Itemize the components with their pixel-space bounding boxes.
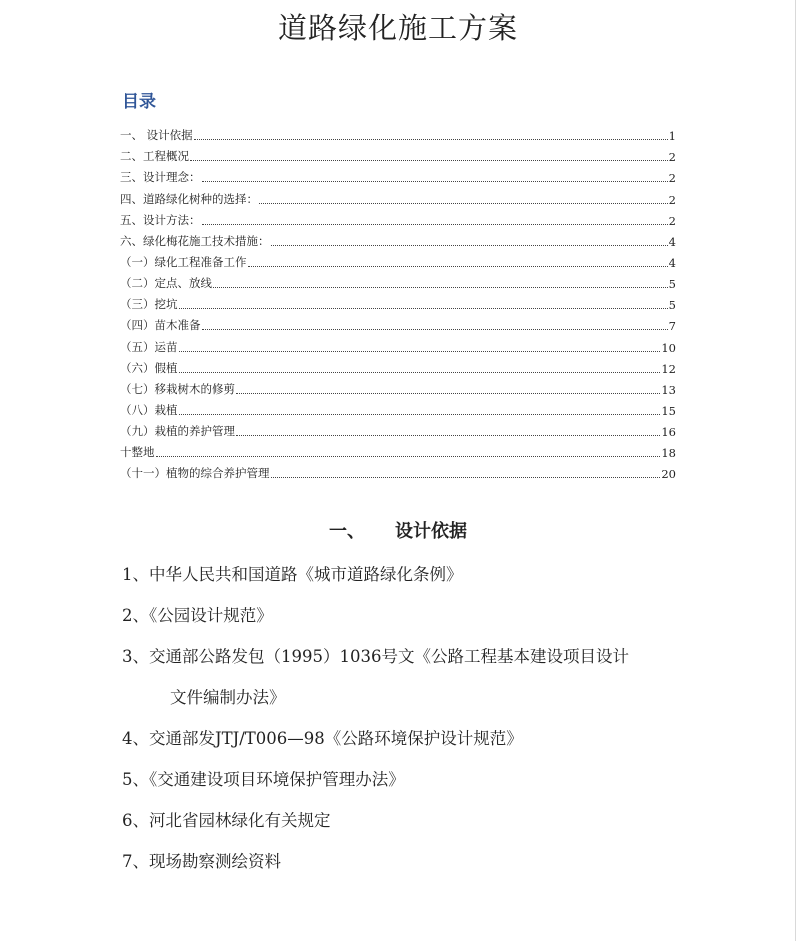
toc-page-number: 12 — [661, 361, 676, 376]
basis-item-text: 7、现场勘察测绘资料 — [122, 852, 281, 871]
document-title: 道路绿化施工方案 — [277, 11, 518, 45]
toc-dot-leader — [213, 287, 668, 288]
toc-dot-leader — [179, 351, 661, 352]
toc-dot-leader — [271, 477, 661, 478]
toc-dot-leader — [194, 139, 668, 140]
toc-dot-leader — [156, 456, 661, 457]
toc-entry-label: （九）栽植的养护管理 — [120, 424, 235, 439]
basis-item-text: 4、交通部发JTJ/T006—98《公路环境保护设计规范》 — [122, 729, 523, 748]
toc-entry-label: （七）移栽树木的修剪 — [120, 381, 235, 396]
basis-item-text: 6、河北省园林绿化有关规定 — [122, 811, 331, 830]
toc-entry[interactable] — [120, 312, 676, 333]
toc-page-number: 7 — [668, 319, 676, 334]
basis-item-text: 3、交通部公路发包（1995）1036号文《公路工程基本建设项目设计 — [122, 647, 629, 666]
toc-entry[interactable] — [120, 143, 676, 164]
toc-entry-label: 六、绿化梅花施工技术措施： — [120, 233, 270, 248]
basis-item-text: 5、《交通建设项目环境保护管理办法》 — [122, 770, 405, 789]
toc-page-number: 15 — [661, 403, 676, 418]
basis-item — [122, 563, 682, 587]
toc-entry[interactable] — [120, 460, 676, 481]
basis-item-text: 1、中华人民共和国道路《城市道路绿化条例》 — [122, 565, 463, 584]
toc-dot-leader — [271, 245, 668, 246]
toc-page-number: 2 — [668, 192, 676, 207]
toc-entry[interactable] — [120, 291, 676, 312]
basis-item — [122, 809, 682, 833]
toc-entry-label: 十整地 — [120, 445, 155, 460]
toc-entry[interactable] — [120, 439, 676, 460]
toc-entry-label: 一、 设计依据 — [120, 128, 193, 143]
toc-entry[interactable] — [120, 270, 676, 291]
toc-entry[interactable] — [120, 333, 676, 354]
toc-dot-leader — [236, 435, 660, 436]
basis-item — [122, 645, 682, 710]
toc-dot-leader — [202, 181, 668, 182]
table-of-contents — [120, 122, 676, 481]
toc-entry[interactable] — [120, 355, 676, 376]
toc-entry-label: （八）栽植 — [120, 402, 178, 417]
toc-entry-label: 二、工程概况 — [120, 149, 189, 164]
toc-entry-label: （六）假植 — [120, 360, 178, 375]
basis-item-text: 2、《公园设计规范》 — [122, 606, 273, 625]
toc-entry[interactable] — [120, 418, 676, 439]
toc-dot-leader — [179, 308, 668, 309]
toc-entry[interactable] — [120, 185, 676, 206]
toc-entry-label: （三）挖坑 — [120, 297, 178, 312]
toc-entry-label: （十一）植物的综合养护管理 — [120, 466, 270, 481]
toc-page-number: 5 — [668, 277, 676, 292]
toc-entry[interactable] — [120, 376, 676, 397]
toc-entry[interactable] — [120, 249, 676, 270]
toc-dot-leader — [202, 329, 668, 330]
toc-dot-leader — [236, 393, 660, 394]
section-title: 设计依据 — [395, 521, 467, 542]
toc-entry[interactable] — [120, 228, 676, 249]
toc-dot-leader — [190, 160, 668, 161]
toc-page-number: 2 — [668, 150, 676, 165]
toc-entry-label: （五）运苗 — [120, 339, 178, 354]
toc-dot-leader — [259, 203, 668, 204]
toc-page-number: 4 — [668, 255, 676, 270]
toc-entry-label: （四）苗木准备 — [120, 318, 201, 333]
section-heading — [0, 517, 796, 543]
toc-page-number: 10 — [661, 340, 676, 355]
toc-dot-leader — [248, 266, 668, 267]
toc-entry[interactable] — [120, 122, 676, 143]
basis-item — [122, 604, 682, 628]
toc-page-number: 13 — [661, 382, 676, 397]
toc-entry[interactable] — [120, 207, 676, 228]
section-number: 一、 — [329, 521, 365, 542]
toc-entry-label: （一）绿化工程准备工作 — [120, 254, 247, 269]
basis-item-continuation: 文件编制办法》 — [170, 688, 286, 707]
toc-page-number: 16 — [661, 425, 676, 440]
design-basis-list — [122, 563, 682, 891]
basis-item — [122, 850, 682, 874]
basis-item — [122, 727, 682, 751]
toc-page-number: 1 — [668, 129, 676, 144]
toc-entry-label: 三、设计理念： — [120, 170, 201, 185]
toc-dot-leader — [179, 372, 661, 373]
toc-page-number: 4 — [668, 234, 676, 249]
toc-dot-leader — [202, 224, 668, 225]
toc-entry[interactable] — [120, 164, 676, 185]
toc-page-number: 5 — [668, 298, 676, 313]
toc-dot-leader — [179, 414, 661, 415]
toc-entry-label: （二）定点、放线 — [120, 276, 212, 291]
toc-page-number: 2 — [668, 171, 676, 186]
toc-page-number: 18 — [661, 446, 676, 461]
toc-heading: 目录 — [122, 92, 156, 112]
toc-entry[interactable] — [120, 397, 676, 418]
toc-entry-label: 四、道路绿化树种的选择： — [120, 191, 258, 206]
toc-page-number: 20 — [661, 467, 676, 482]
toc-entry-label: 五、设计方法： — [120, 212, 201, 227]
basis-item — [122, 768, 682, 792]
toc-page-number: 2 — [668, 213, 676, 228]
